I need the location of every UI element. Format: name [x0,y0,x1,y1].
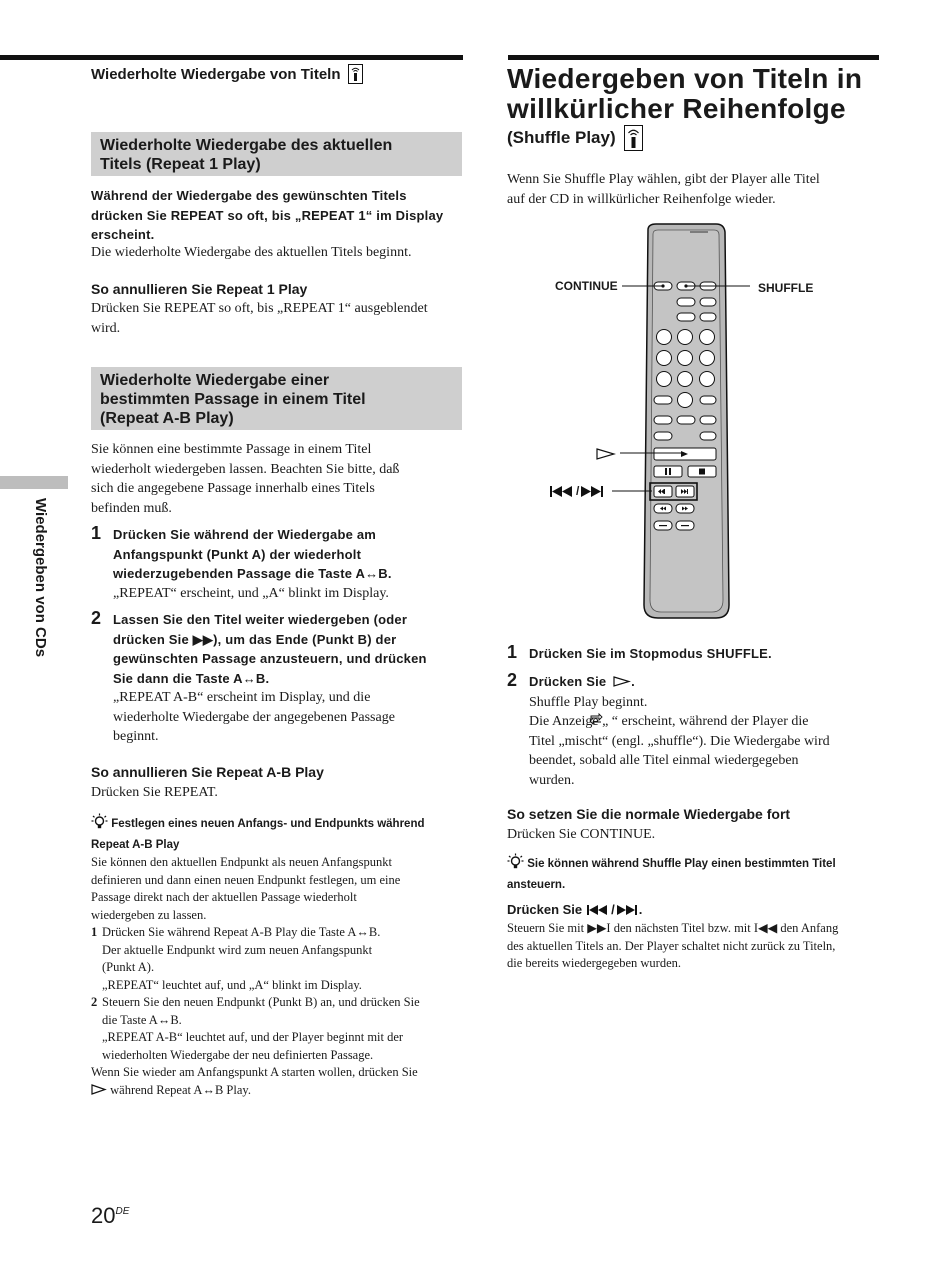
tip-line: die bereits wiedergegeben wurden. [507,956,682,970]
text-line: Wenn Sie Shuffle Play wählen, gibt der Player alle Titel [507,172,820,187]
step-2 [113,610,427,747]
step-1 [113,525,392,603]
step-line: Drücken Sie während der Wiedergabe am [113,527,377,542]
tip-item-line: Drücken Sie während Repeat A-B Play die Taste A↔B. [102,925,381,939]
tip-title [91,813,463,837]
play-icon [91,1083,107,1101]
text-line: wiederholt wiedergeben lassen. Beachten Sie bitte, daß [91,461,400,477]
shuffle-intro [507,170,820,209]
box-line: (Repeat A-B Play) [100,410,234,427]
skip-back-icon [550,486,574,497]
tip-item-2 [91,994,463,1064]
subsection-box-repeat1 [91,132,462,176]
subtitle-text: (Shuffle Play) [507,128,616,147]
tip-line: des aktuellen Titels an. Der Player schaltet nicht zurück zu Titeln, [507,938,836,953]
tip-title-line: Festlegen eines neuen Anfangs- und Endpunkts während [111,818,425,830]
text-line: befinden muß. [91,500,172,516]
step-number-1: 1 [91,523,102,543]
resume-text: Drücken Sie CONTINUE. [507,827,656,842]
skip-label: / [550,484,605,498]
side-tab-bar [0,476,68,489]
tip-line: Wenn Sie wieder am Anfangspunkt A starten wollen, drücken Sie [91,1065,418,1079]
tip-item-line: (Punkt A). [102,960,155,974]
page-title [507,64,862,124]
page-number-suffix: DE [115,1206,130,1217]
step-result: „REPEAT A-B“ erscheint im Display, und die [113,690,371,705]
step-result: wurden. [529,772,575,788]
side-tab-label: Wiedergeben von CDs [32,498,49,658]
cancel-repeat1-text [91,299,428,338]
cancel-repeat1-title: So annullieren Sie Repeat 1 Play [91,281,308,297]
section-heading [91,64,363,84]
step-line: drücken Sie ▶▶), um das Ende (Punkt B) der [113,631,397,647]
step-line: wiederzugebenden Passage die Taste A↔B. [113,566,392,581]
skip-forward-icon [581,486,605,497]
tip-item-line: Der aktuelle Endpunkt wird zum neuen Anfangspunkt [102,942,373,957]
tip-item-line: „REPEAT A-B“ leuchtet auf, und der Player beginnt mit der [102,1030,404,1044]
tip-bulb-icon [507,853,524,877]
title-line: Wiedergeben von Titeln in [507,63,863,94]
remote-icon [624,125,643,151]
step-result: Titel „mischt“ (engl. „shuffle“). Die Wiedergabe wird [529,733,830,749]
cancel-repeat-ab-text: Drücken Sie REPEAT. [91,785,218,800]
skip-back-icon [587,905,609,915]
page-number-value: 20 [91,1203,116,1228]
shuffle-label: SHUFFLE [758,281,814,295]
text-line: wird. [91,320,121,336]
repeat-ab-intro [91,440,399,518]
step-line: gewünschten Passage anzusteuern, und drücken [113,651,427,666]
text-line: sich die angegebene Passage innerhalb eines Titels [91,481,375,496]
box-line: bestimmten Passage in einem Titel [100,391,366,408]
step-result: beginnt. [113,729,159,744]
shuffle-step-number-1: 1 [507,642,518,662]
tip-line: definieren und dann einen neuen Endpunkt festlegen, um eine [91,872,401,887]
remote-icon [348,64,363,84]
tip-left [91,813,463,1100]
tip-item-line: die Taste A↔B. [102,1012,182,1027]
step-line: Lassen Sie den Titel weiter wiedergeben (oder [113,612,408,627]
tip-item-number: 2 [91,995,98,1009]
step-line: Anfangspunkt (Punkt A) der wiederholt [113,546,362,562]
instruction-line: Während der Wiedergabe des gewünschten Titels [91,188,407,203]
play-icon [613,673,631,693]
step-line: Drücken Sie . [529,672,830,693]
box-line: Wiederholte Wiedergabe des aktuellen [100,137,393,154]
tip-line-text: während Repeat A↔B Play. [110,1082,251,1097]
shuffle-step-1: Drücken Sie im Stopmodus SHUFFLE. [529,646,772,661]
title-line: willkürlicher Reihenfolge [507,93,846,124]
tip-bulb-icon [91,813,108,837]
page-subtitle [507,125,643,151]
step-line-text: Drücken Sie [529,674,607,689]
shuffle-step-2 [529,672,830,790]
text-line: Sie können eine bestimmte Passage in einem Titel [91,442,372,457]
tip-final-line [91,1082,463,1101]
shuffle-indicator-icon [589,712,603,731]
continue-label: CONTINUE [555,279,618,293]
tip-item-line: wiederholten Wiedergabe der neu definierten Passage. [102,1047,374,1062]
tip-title-line: Repeat A-B Play [91,838,180,851]
resume-title: So setzen Sie die normale Wiedergabe fort [507,806,791,822]
instruction-repeat1 [91,186,443,245]
step-line: Sie dann die Taste A↔B. [113,670,270,686]
tip-item-number: 1 [91,925,98,939]
instruction-line: erscheint. [91,227,155,242]
page-number [91,1203,129,1229]
tip-subheading-text: Drücken Sie [507,902,583,917]
text-line: Drücken Sie REPEAT so oft, bis „REPEAT 1“ ausgeblendet [91,301,428,316]
step-result: Shuffle Play beginnt. [529,694,648,710]
instruction-line: drücken Sie REPEAT so oft, bis „REPEAT 1“ im Display [91,207,444,223]
tip-right-text [507,920,838,973]
tip-title-line: Sie können während Shuffle Play einen bestimmten Titel [527,858,836,870]
tip-title [507,853,879,877]
tip-item-line: „REPEAT“ leuchtet auf, und „A“ blinkt im Display. [102,977,362,992]
tip-line: Sie können den aktuellen Endpunkt als neuen Anfangspunkt [91,855,392,869]
tip-line: wiedergeben zu lassen. [91,907,207,922]
step-result: Die Anzeige „ “ erscheint, während der Player die [529,714,809,729]
tip-right-subheading: Drücken Sie / . [507,902,643,917]
box-line: Wiederholte Wiedergabe einer [100,372,330,389]
step-result: wiederholte Wiedergabe der angegebenen Passage [113,709,395,725]
tip-title-line: ansteuern. [507,878,566,891]
box-line: Titels (Repeat 1 Play) [100,156,261,173]
tip-item-1 [91,924,463,994]
shuffle-step-number-2: 2 [507,670,518,690]
step-result: beendet, sobald alle Titel einmal wiedergegeben [529,753,799,768]
cancel-repeat-ab-title: So annullieren Sie Repeat A-B Play [91,764,324,780]
tip-item-line: Steuern Sie den neuen Endpunkt (Punkt B) an, und drücken Sie [102,995,420,1009]
tip-right [507,853,879,894]
top-rule-right [508,55,879,60]
tip-line: Steuern Sie mit ▶▶I den nächsten Titel bzw. mit I◀◀ den Anfang [507,921,839,935]
play-label-icon [596,447,616,465]
step-result: „REPEAT“ erscheint, und „A“ blinkt im Display. [113,585,389,601]
instruction-result: Die wiederholte Wiedergabe des aktuellen Titels beginnt. [91,245,412,260]
step-number-2: 2 [91,608,102,628]
tip-line: Passage direkt nach der aktuellen Passage wiederholt [91,890,357,904]
skip-forward-icon [617,905,639,915]
subsection-box-repeat-ab [91,367,462,430]
top-rule-left [0,55,463,60]
section-heading-text: Wiederholte Wiedergabe von Titeln [91,65,341,83]
text-line: auf der CD in willkürlicher Reihenfolge wieder. [507,191,776,207]
